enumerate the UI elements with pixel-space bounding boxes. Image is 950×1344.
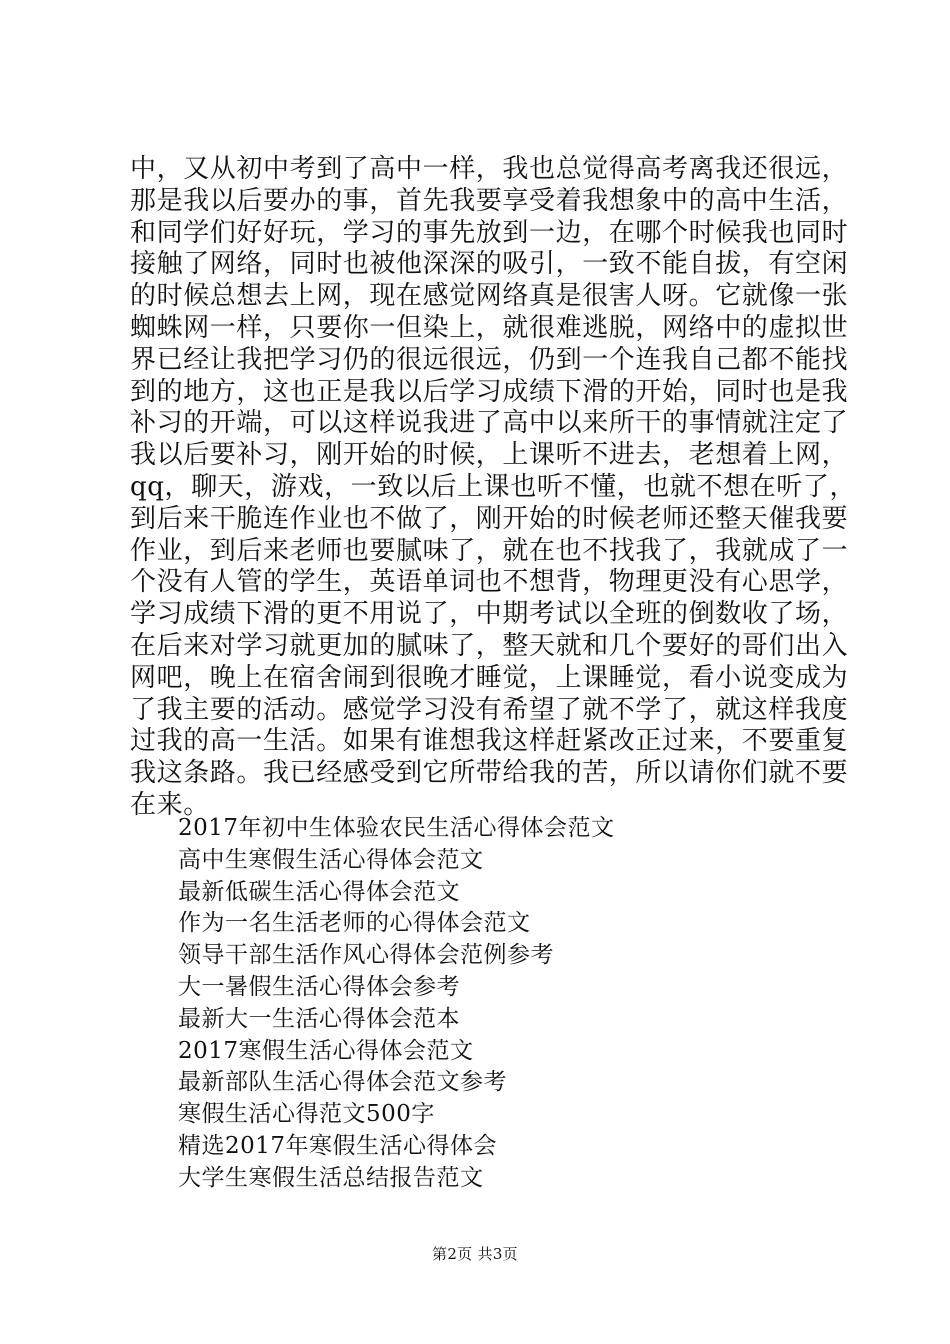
body-line: 我以后要补习，刚开始的时候，上课听不进去，老想着上网，	[130, 440, 849, 471]
related-article-link[interactable]: 最新大一生活心得体会范本	[178, 1005, 460, 1032]
related-article-link[interactable]: 高中生寒假生活心得体会范文	[178, 846, 484, 873]
body-line: 的时候总想去上网，现在感觉网络真是很害人呀。它就像一张	[130, 281, 849, 312]
body-line: 补习的开端，可以这样说我进了高中以来所干的事情就注定了	[130, 408, 849, 439]
related-article-link[interactable]: 2017年初中生体验农民生活心得体会范文	[178, 815, 615, 841]
body-line: 和同学们好好玩，学习的事先放到一边，在哪个时候我也同时	[130, 217, 849, 248]
body-line: 接触了网络，同时也被他深深的吸引，一致不能自拔，有空闲	[130, 249, 849, 280]
body-line: 作业，到后来老师也要腻味了，就在也不找我了，我就成了一	[130, 535, 849, 566]
related-article-link[interactable]: 作为一名生活老师的心得体会范文	[178, 910, 531, 937]
body-line: 了我主要的活动。感觉学习没有希望了就不学了，就这样我度	[130, 694, 849, 725]
related-article-link[interactable]: 领导干部生活作风心得体会范例参考	[178, 942, 554, 969]
related-article-link[interactable]: 最新部队生活心得体会范文参考	[178, 1069, 507, 1096]
body-line: 到后来干脆连作业也不做了，刚开始的时候老师还整天催我要	[130, 503, 849, 534]
body-line: 蜘蛛网一样，只要你一但染上，就很难逃脱，网络中的虚拟世	[130, 312, 849, 343]
body-line: 中，又从初中考到了高中一样，我也总觉得高考离我还很远，	[130, 154, 849, 184]
body-line: 那是我以后要办的事，首先我要享受着我想象中的高中生活，	[130, 185, 849, 216]
related-article-link[interactable]: 寒假生活心得范文500字	[178, 1101, 435, 1128]
body-line: 到的地方，这也正是我以后学习成绩下滑的开始，同时也是我	[130, 376, 849, 407]
body-line: 界已经让我把学习仍的很远很远，仍到一个连我自己都不能找	[130, 344, 849, 375]
related-articles-list	[178, 813, 615, 1195]
related-article-link[interactable]: 大学生寒假生活总结报告范文	[178, 1164, 484, 1191]
body-line: 过我的高一生活。如果有谁想我这样赶紧改正过来，不要重复	[130, 726, 849, 757]
page-number-footer: 第2页 共3页	[432, 1245, 518, 1263]
body-line: 我这条路。我已经感受到它所带给我的苦，所以请你们就不要	[130, 758, 849, 789]
body-line: 学习成绩下滑的更不用说了，中期考试以全班的倒数收了场，	[130, 599, 849, 630]
related-article-link[interactable]: 精选2017年寒假生活心得体会	[178, 1132, 498, 1159]
body-line: qq，聊天，游戏，一致以后上课也听不懂，也就不想在听了，	[130, 471, 857, 502]
related-article-link[interactable]: 最新低碳生活心得体会范文	[178, 878, 460, 905]
body-line: 在来。	[130, 789, 210, 820]
body-line: 在后来对学习就更加的腻味了，整天就和几个要好的哥们出入	[130, 630, 849, 661]
related-article-link[interactable]: 2017寒假生活心得体会范文	[178, 1037, 474, 1064]
essay-body	[130, 154, 857, 822]
body-line: 个没有人管的学生，英语单词也不想背，物理更没有心思学，	[130, 567, 849, 598]
related-article-link[interactable]: 大一暑假生活心得体会参考	[178, 973, 460, 1000]
body-line: 网吧，晚上在宿舍闹到很晚才睡觉，上课睡觉，看小说变成为	[130, 662, 849, 693]
